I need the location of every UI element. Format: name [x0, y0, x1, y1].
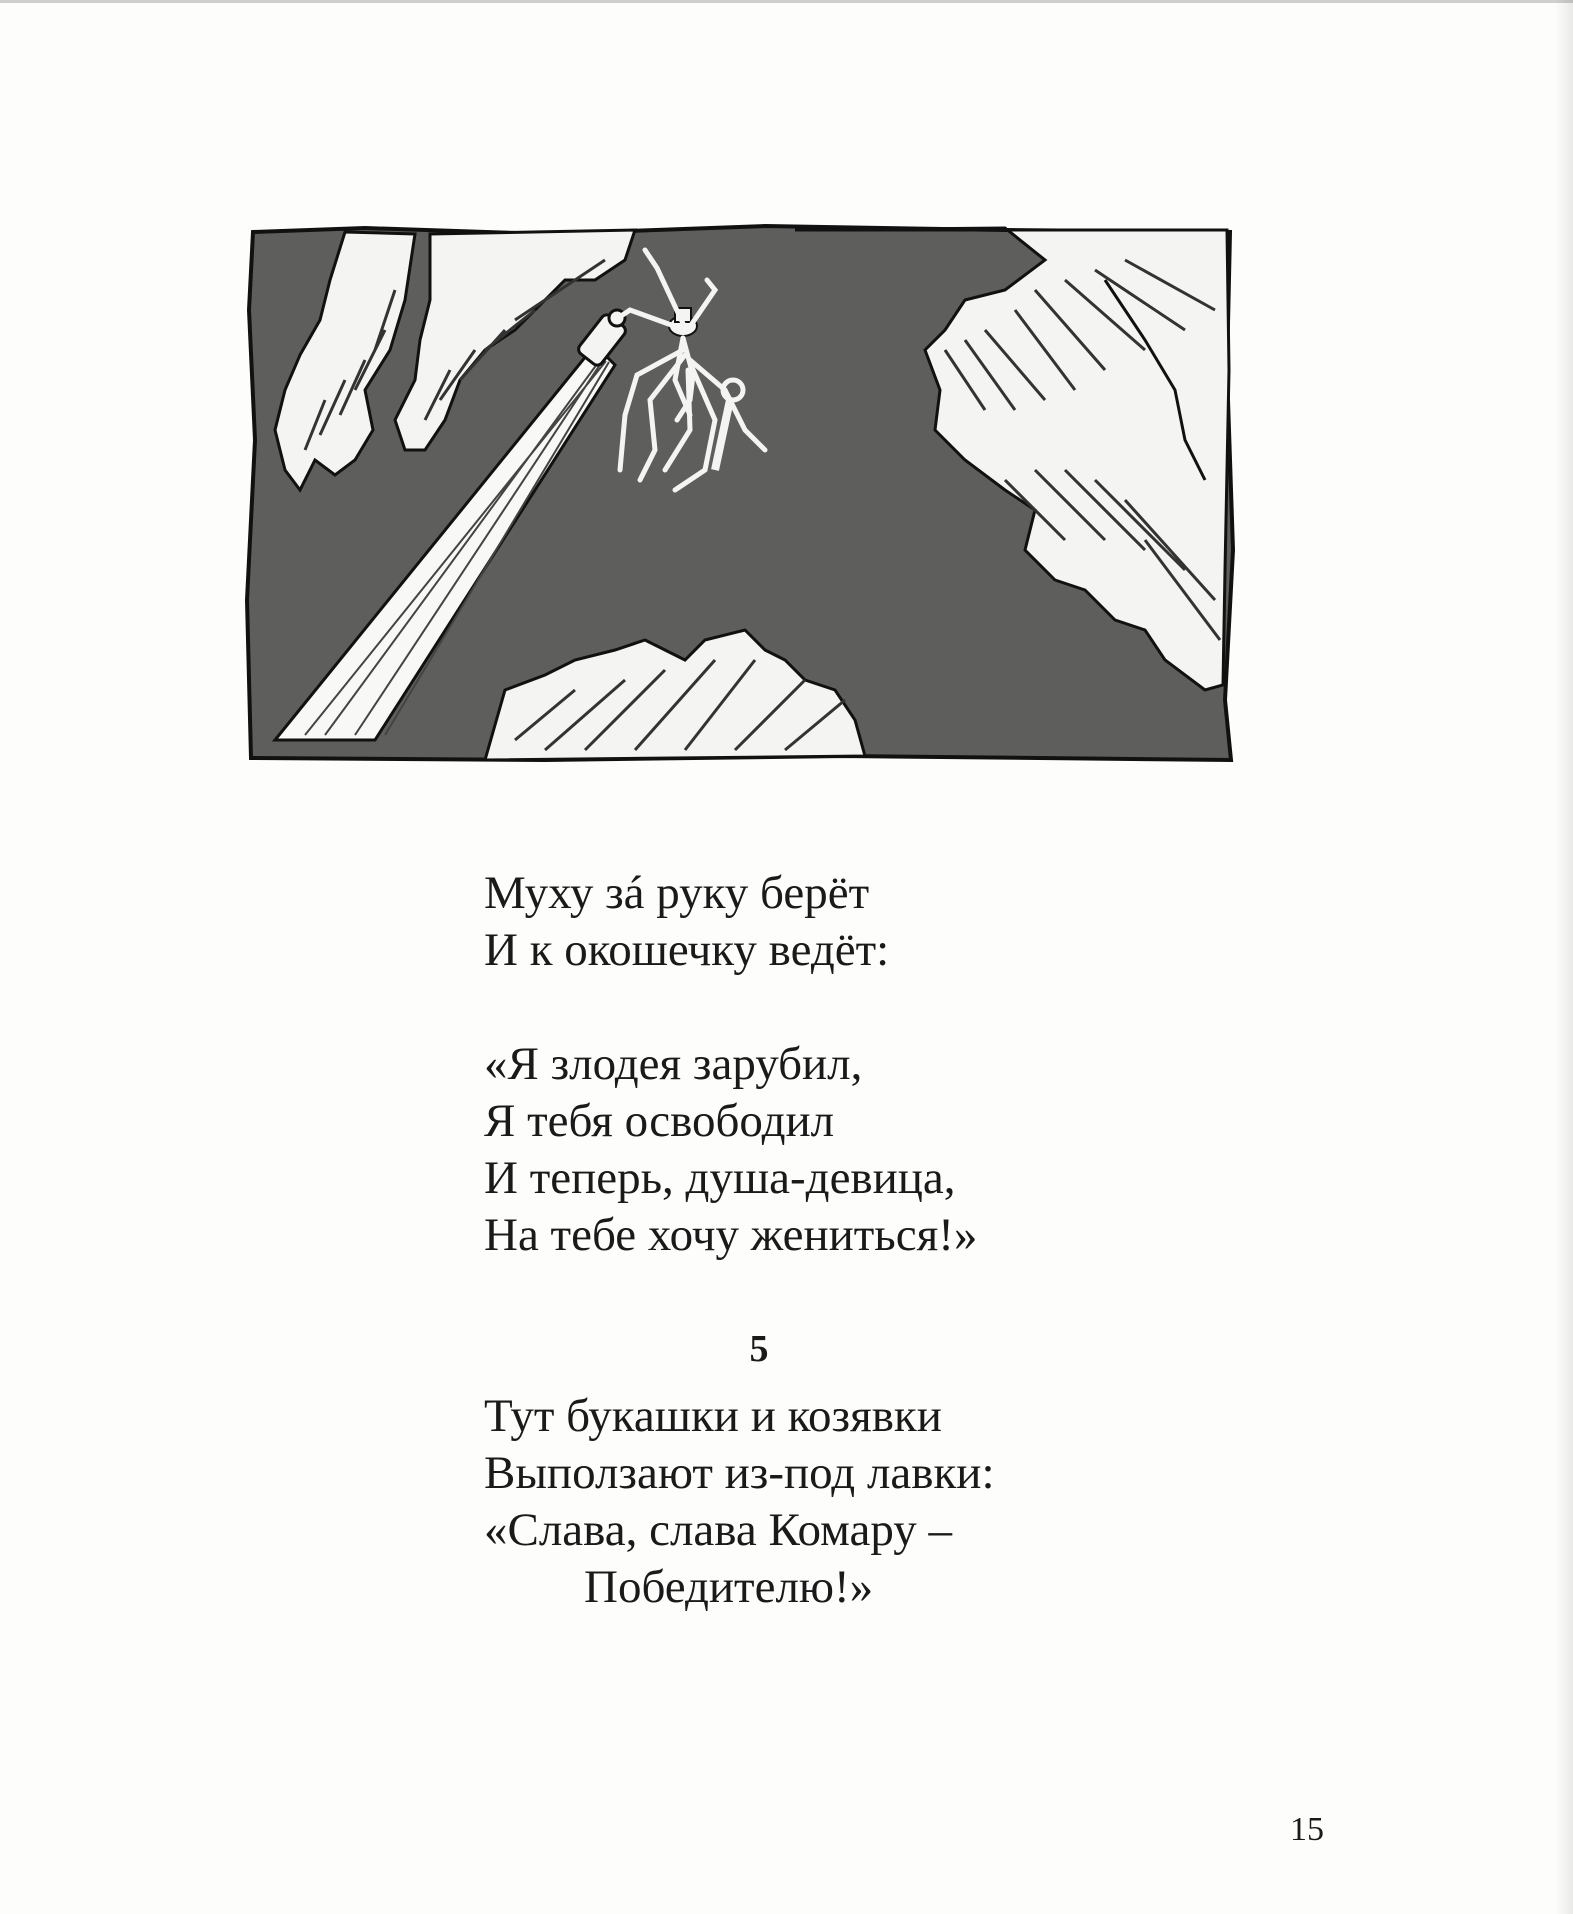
section-number: 5 — [749, 1328, 769, 1370]
page-right-shade — [1555, 0, 1573, 1914]
poem-line: Тут букашки и козявки — [484, 1390, 942, 1442]
poem-text — [484, 865, 1104, 1616]
mosquito-lantern-illustration — [245, 220, 1235, 765]
poem-line: И к окошечку ведёт: — [484, 924, 890, 976]
poem-line: Муху зá руку берёт — [484, 867, 870, 919]
page-top-edge — [0, 0, 1573, 3]
poem-line: И теперь, душа-девица, — [484, 1152, 956, 1204]
stanza — [484, 1388, 1104, 1616]
stanza — [484, 865, 1104, 979]
poem-line: Выползают из-под лавки: — [484, 1447, 995, 1499]
page-number: 15 — [1290, 1811, 1324, 1848]
poem-line: «Я злодея зарубил, — [484, 1038, 863, 1090]
poem-line: Я тебя освободил — [484, 1095, 835, 1147]
poem-line: Победителю!» — [584, 1561, 874, 1613]
stanza — [484, 1036, 1104, 1264]
poem-line: На тебе хочу жениться!» — [484, 1209, 978, 1261]
poem-line: «Слава, слава Комару – — [484, 1504, 952, 1556]
